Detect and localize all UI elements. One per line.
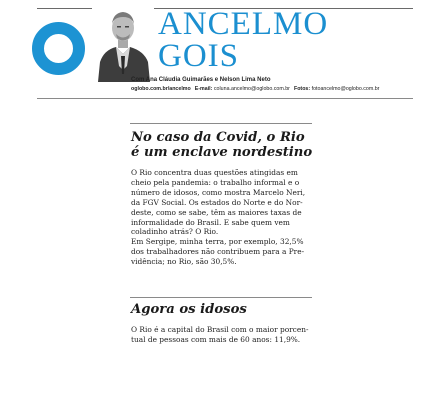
body-line: cheio pela pandemia: o trabalho informal e o — [131, 177, 300, 187]
body-line: deste, como se sabe, têm as maiores taxas de — [131, 207, 302, 217]
headline-line: é um enclave nordestino — [131, 145, 313, 160]
column-title — [158, 8, 328, 72]
body-line: tual de pessoas com mais de 60 anos: 11,9%. — [131, 334, 301, 344]
body-line: Em Sergipe, minha terra, por exemplo, 32,5% — [131, 237, 304, 247]
article-2-body — [131, 325, 321, 345]
header-divider — [37, 98, 413, 99]
headline-line: No caso da Covid, o Rio — [131, 130, 305, 145]
columnist-photo — [92, 4, 154, 82]
column-title-line-2: GOIS — [158, 38, 240, 74]
photos-label: Fotos: — [293, 86, 311, 92]
body-line: coladinho atrás? O Rio. — [131, 227, 219, 237]
email-address[interactable]: coluna.ancelmo@oglobo.com.br — [213, 86, 290, 92]
article-2-headline: Agora os idosos — [131, 302, 247, 317]
article-2-top-rule — [130, 297, 312, 298]
photos-email-address[interactable]: fotoancelmo@oglobo.com.br — [311, 86, 380, 92]
body-line: O Rio concentra duas questões atingidas em — [131, 168, 298, 177]
body-line: informalidade do Brasil. E sabe quem vem — [131, 217, 290, 227]
body-line: O Rio é a capital do Brasil com o maior porcen- — [131, 325, 309, 334]
column-title-line-1: ANCELMO — [158, 6, 329, 42]
article-1-top-rule — [130, 123, 312, 124]
email-label: E-mail: — [194, 86, 213, 92]
article-1-headline — [131, 130, 321, 160]
article-1-body — [131, 168, 321, 267]
body-line: número de idosos, como mostra Marcelo Neri, — [131, 187, 306, 197]
body-line: vidência; no Rio, são 30,5%. — [131, 257, 237, 267]
o-globo-logo-icon — [32, 22, 85, 75]
contact-line — [131, 86, 379, 92]
body-line: dos trabalhadores não contribuem para a Pre- — [131, 247, 305, 257]
body-line: da FGV Social. Os estados do Norte e do Nor- — [131, 197, 303, 207]
collaborators-credit: Com Ana Cláudia Guimarães e Nelson Lima Neto — [131, 77, 271, 83]
site-link[interactable]: oglobo.com.br/ancelmo — [131, 86, 191, 92]
